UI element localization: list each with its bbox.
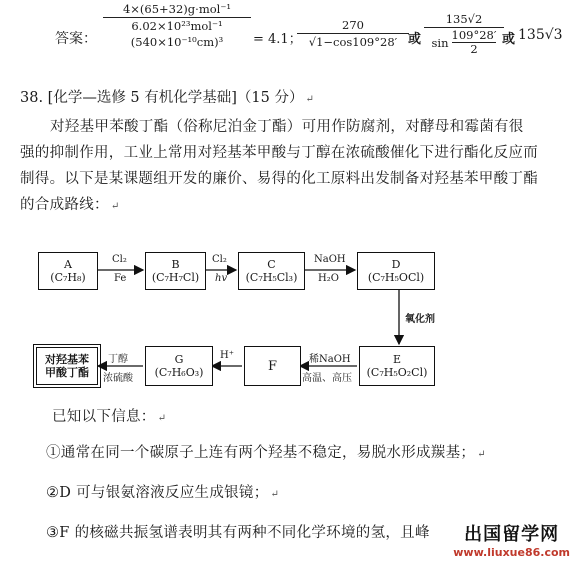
- product-box: 对羟基苯 甲酸丁酯: [36, 347, 98, 385]
- watermark-title: 出国留学网: [464, 524, 560, 545]
- reagent-de: 氧化剂: [405, 314, 435, 325]
- fraction-3-numerator: 135√2: [445, 12, 483, 26]
- reagent-bc-bot: hv: [215, 273, 228, 284]
- info-item-3: ③F 的核磁共振氢谱表明其有两种不同化学环境的氢，且峰: [46, 525, 430, 541]
- fraction-3-two: 2: [452, 42, 497, 56]
- reagent-fg-top: H⁺: [220, 350, 234, 361]
- compound-g-box: G (C₇H₆O₃): [145, 346, 213, 386]
- reagent-ef-top: 稀NaOH: [309, 354, 351, 365]
- para-line-2: 强的抑制作用，工业上常用对羟基苯甲酸与丁醇在浓硫酸催化下进行酯化反应而: [20, 145, 538, 161]
- reagent-bc-top: Cl₂: [212, 254, 227, 265]
- reagent-ab-bot: Fe: [114, 273, 127, 284]
- answer-equals: = 4.1；: [253, 32, 302, 47]
- compound-b-box: B (C₇H₇Cl): [145, 252, 206, 290]
- fraction-1-numerator: 4×(65+32)g·mol⁻¹: [122, 2, 232, 16]
- reagent-gp-top: 丁醇: [108, 354, 128, 365]
- fraction-2-numerator: 270: [342, 18, 364, 32]
- fraction-1-denominator: (540×10⁻¹⁰cm)³: [130, 35, 224, 49]
- watermark-url: www.liuxue86.com: [453, 546, 570, 559]
- info-item-2: ②D 可与银氨溶液反应生成银镜； ↵: [46, 485, 280, 501]
- answer-tail: 135√3: [518, 27, 563, 43]
- fraction-1-numerator-2: 6.02×10²³mol⁻¹: [131, 19, 223, 33]
- reagent-cd-top: NaOH: [314, 254, 346, 265]
- site-watermark: [451, 520, 572, 559]
- fraction-3-sin: sin: [431, 35, 449, 50]
- answer-label: 答案：: [55, 31, 97, 47]
- para-line-3: 制得。以下是某课题组开发的廉价、易得的化工原料出发制备对羟基苯甲酸丁酯: [20, 171, 538, 187]
- compound-a-box: A (C₇H₈): [38, 252, 98, 290]
- info-item-1: ①通常在同一个碳原子上连有两个羟基不稳定，易脱水形成羰基； ↵: [46, 445, 486, 461]
- compound-d-box: D (C₇H₅OCl): [357, 252, 435, 290]
- question-title: 38. [化学—选修 5 有机化学基础]（15 分） ↵: [20, 90, 314, 106]
- reagent-ab-top: Cl₂: [112, 254, 127, 265]
- answer-or-2: 或: [502, 32, 516, 47]
- compound-c-box: C (C₇H₅Cl₃): [238, 252, 305, 290]
- reagent-ef-bot: 高温、高压: [302, 373, 352, 384]
- fraction-3-angle: 109°28′: [451, 28, 497, 42]
- info-intro: 已知以下信息： ↵: [52, 409, 167, 425]
- answer-or-1: 或: [408, 32, 422, 47]
- reagent-gp-bot: 浓硫酸: [103, 373, 133, 384]
- para-line-4: 的合成路线： ↵: [20, 197, 120, 213]
- reagent-cd-bot: H₂O: [318, 273, 339, 284]
- fraction-2-denominator: √1−cos109°28′: [308, 35, 398, 49]
- para-line-1: 对羟基甲苯酸丁酯（俗称尼泊金丁酯）可用作防腐剂，对酵母和霉菌有很: [50, 119, 524, 135]
- compound-e-box: E (C₇H₅O₂Cl): [359, 346, 435, 386]
- compound-f-box: F: [244, 346, 301, 386]
